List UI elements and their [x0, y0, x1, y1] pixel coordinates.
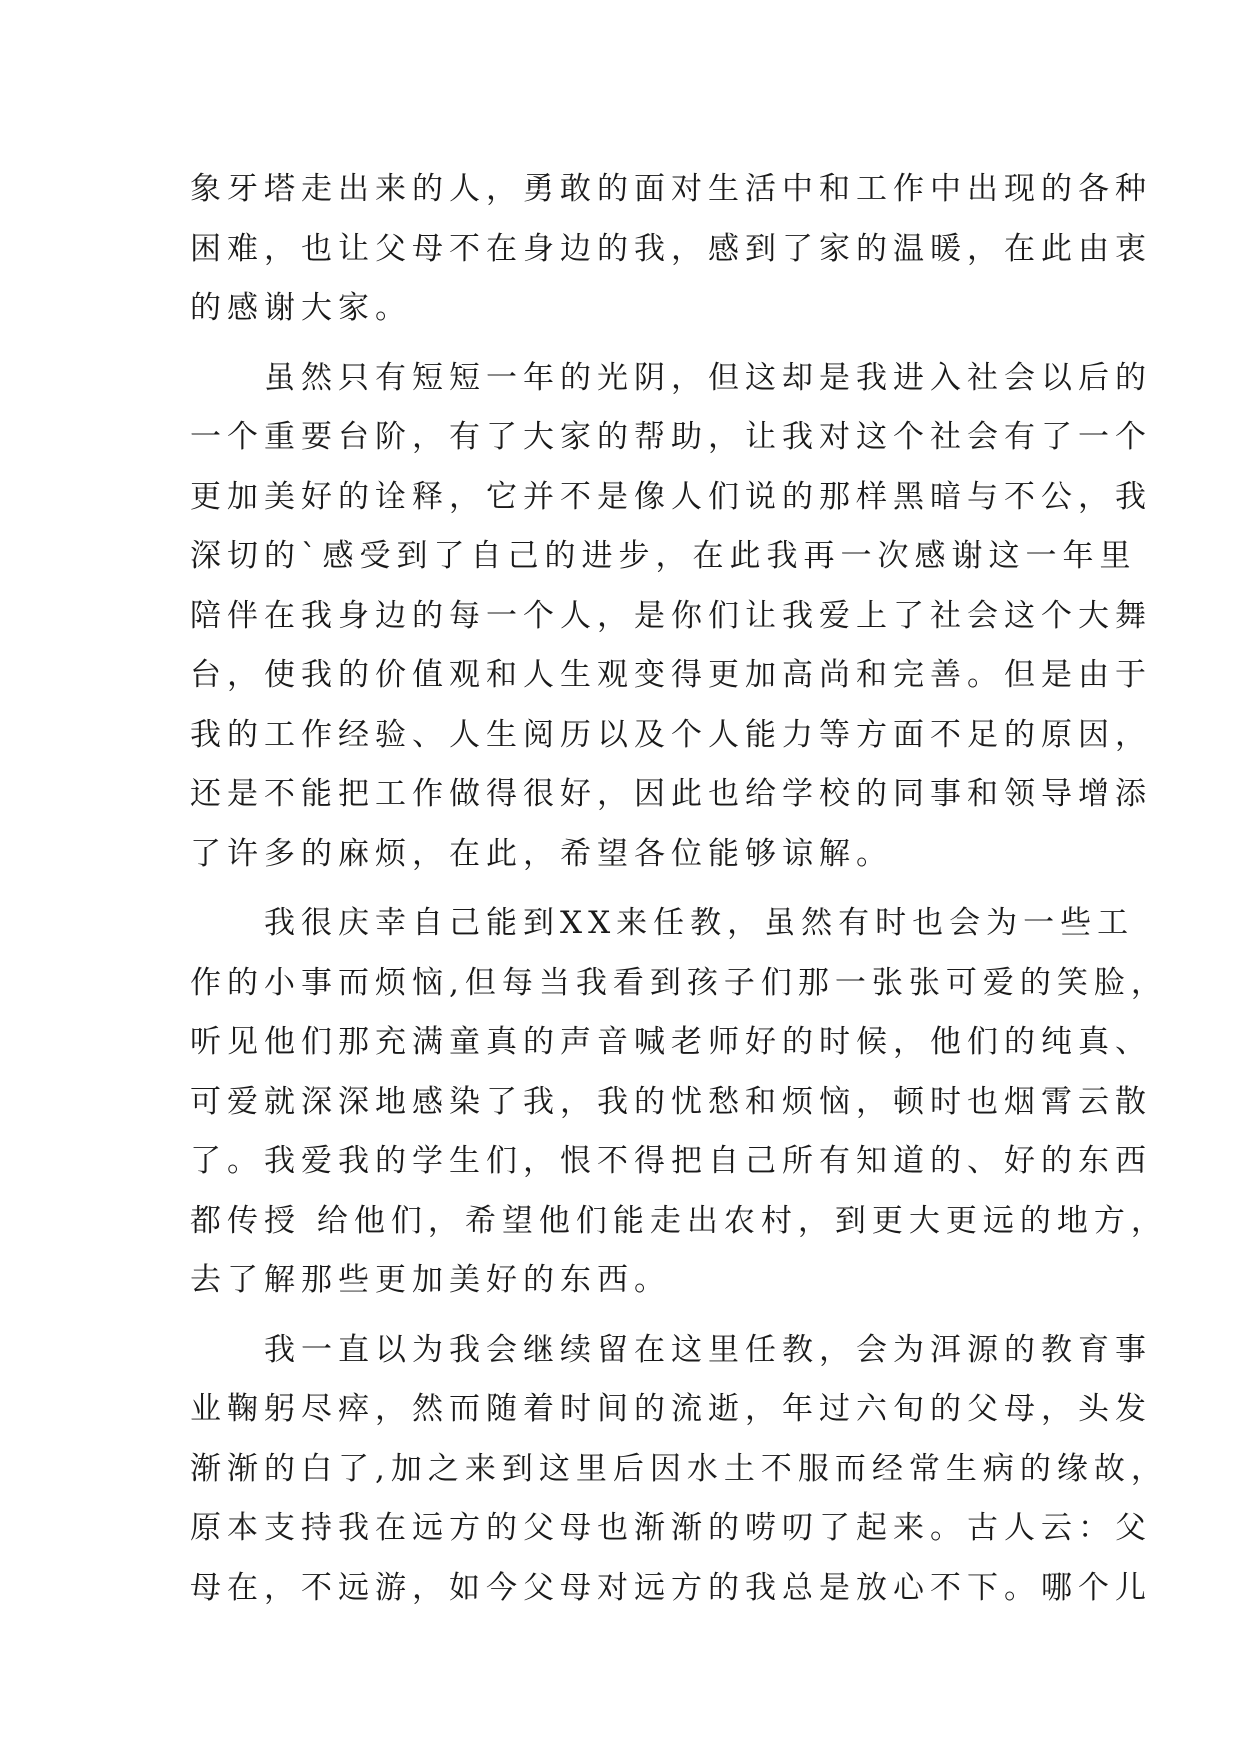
- text-line: 了许多的麻烦，在此，希望各位能够谅解。: [190, 835, 893, 872]
- text-line: 原本支持我在远方的父母也渐渐的唠叨了起来。古人云：父: [190, 1510, 1152, 1546]
- text-line: 一个重要台阶，有了大家的帮助，让我对这个社会有了一个: [190, 419, 1152, 455]
- text-line: 困难，也让父母不在身边的我，感到了家的温暖，在此由衷: [190, 230, 1152, 267]
- body-text: [190, 160, 1168, 1618]
- text-line: 陪伴在我身边的每一个人，是你们让我爱上了社会这个大舞: [190, 597, 1152, 634]
- text-line: 还是不能把工作做得很好，因此也给学校的同事和领导增添: [190, 776, 1152, 812]
- text-line: 象牙塔走出来的人，勇敢的面对生活中和工作中出现的各种: [190, 171, 1152, 207]
- text-line: 更加美好的诠释，它并不是像人们说的那样黑暗与不公，我: [190, 478, 1152, 515]
- text-line: 我的工作经验、人生阅历以及个人能力等方面不足的原因，: [190, 716, 1152, 753]
- text-line: 我很庆幸自己能到XX来任教，虽然有时也会为一些工: [190, 905, 1135, 941]
- text-line: 作的小事而烦恼,但每当我看到孩子们那一张张可爱的笑脸，: [190, 964, 1168, 1001]
- text-line: 我一直以为我会继续留在这里任教，会为洱源的教育事: [190, 1331, 1152, 1368]
- text-line: 深切的`感受到了自己的进步，在此我再一次感谢这一年里: [190, 538, 1137, 574]
- text-line: 了。我爱我的学生们，恨不得把自己所有知道的、好的东西: [190, 1143, 1152, 1179]
- text-line: 业鞠躬尽瘁，然而随着时间的流逝，年过六旬的父母，头发: [190, 1391, 1152, 1427]
- text-line: 去了解那些更加美好的东西。: [190, 1262, 671, 1298]
- text-line: 听见他们那充满童真的声音喊老师好的时候，他们的纯真、: [190, 1024, 1152, 1060]
- text-line: 的感谢大家。: [190, 290, 412, 326]
- text-line: 都传授 给他们，希望他们能走出农村，到更大更远的地方，: [190, 1202, 1168, 1239]
- text-line: 可爱就深深地感染了我，我的忧愁和烦恼，顿时也烟霄云散: [190, 1083, 1152, 1120]
- text-line: 母在，不远游，如今父母对远方的我总是放心不下。哪个儿: [190, 1569, 1152, 1606]
- text-line: 渐渐的白了,加之来到这里后因水土不服而经常生病的缘故，: [190, 1450, 1168, 1487]
- text-line: 虽然只有短短一年的光阴，但这却是我进入社会以后的: [190, 359, 1152, 396]
- text-line: 台，使我的价值观和人生观变得更加高尚和完善。但是由于: [190, 657, 1152, 693]
